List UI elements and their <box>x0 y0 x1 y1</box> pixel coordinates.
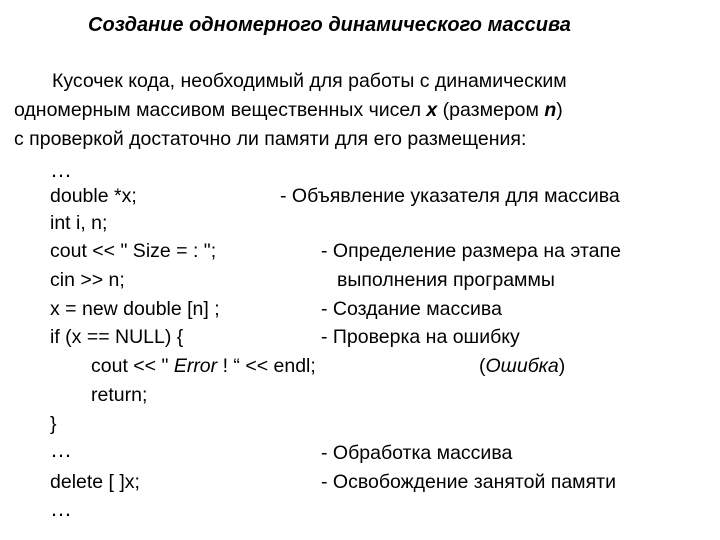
intro-line-2-text-c: ) <box>556 99 563 121</box>
intro-line-2 <box>14 96 714 125</box>
comment-delete: - Освобождение занятой памяти <box>321 471 616 493</box>
comment-processing: - Обработка массива <box>321 442 513 464</box>
comment-cout: - Определение размера на этапе <box>321 240 621 262</box>
slide-title: Создание одномерного динамического массива <box>88 14 571 36</box>
code-line-return: return; <box>91 384 148 406</box>
intro-line-2-text-a: одномерным массивом вещественных чисел <box>14 99 427 121</box>
intro-var-x: x <box>426 99 438 121</box>
code-line-double: double *x; <box>50 185 137 207</box>
code-ellipsis-top: … <box>50 157 73 182</box>
intro-var-n: n <box>544 99 557 121</box>
code-line-cin: cin >> n; <box>50 269 125 291</box>
comment-error-word: Ошибка <box>485 355 559 377</box>
code-error-word: Error <box>173 355 218 377</box>
code-line-delete: delete [ ]x; <box>50 471 140 493</box>
intro-line-1: Кусочек кода, необходимый для работы с динамическим <box>52 70 567 92</box>
intro-line-2-text-b: (размером <box>437 99 545 121</box>
comment-if: - Проверка на ошибку <box>321 326 520 348</box>
comment-error <box>479 354 565 378</box>
comment-new: - Создание массива <box>321 298 502 320</box>
code-line-error <box>91 354 316 378</box>
comment-error-close: ) <box>558 355 566 377</box>
comment-error-open: ( <box>479 355 486 377</box>
code-line-int: int i, n; <box>50 212 108 234</box>
code-line-cout: cout << " Size = : "; <box>50 240 217 262</box>
code-line-close-brace: } <box>50 413 57 435</box>
comment-double: - Объявление указателя для массива <box>280 185 620 207</box>
code-ellipsis-middle: … <box>50 437 73 462</box>
code-ellipsis-bottom: … <box>50 496 73 521</box>
code-error-text-b: ! “ << endl; <box>217 355 316 377</box>
code-line-if: if (x == NULL) { <box>50 326 184 348</box>
intro-paragraph <box>14 67 714 154</box>
code-error-text-a: cout << " <box>91 355 174 377</box>
intro-line-3: с проверкой достаточно ли памяти для его размещения: <box>14 128 527 150</box>
code-line-new: x = new double [n] ; <box>50 298 220 320</box>
comment-cin: выполнения программы <box>337 269 555 291</box>
